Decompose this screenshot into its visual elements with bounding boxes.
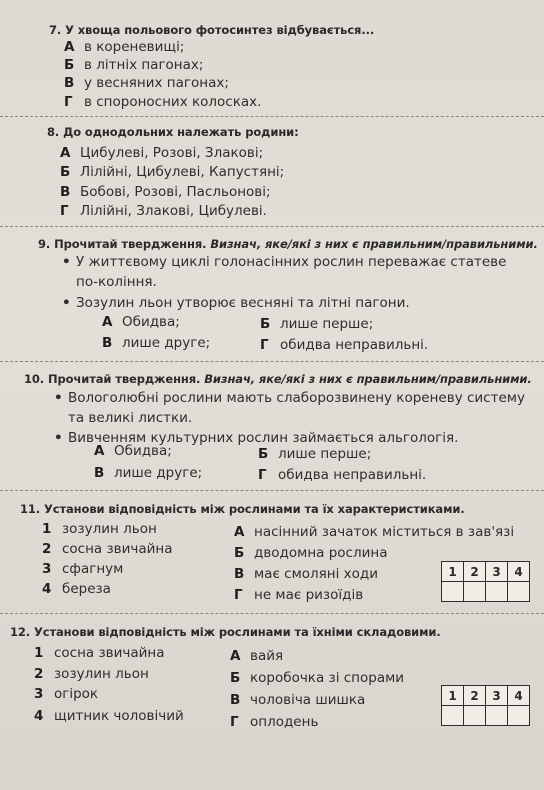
plant-4: 4 щитник чоловічий — [34, 708, 184, 724]
question-title: 9. Прочитай твердження. Визнач, яке/які з них є правильним/правильними. — [38, 237, 538, 251]
grid-header-3: 3 — [486, 686, 508, 706]
part-a: А вайя — [230, 648, 284, 664]
trait-v: В має смоляні ходи — [234, 566, 378, 582]
grid-header-2: 2 — [464, 686, 486, 706]
divider — [0, 116, 544, 117]
answer-cell-4[interactable] — [508, 582, 530, 602]
statement-2: • Вивченням культурних рослин займається альгологія. — [68, 428, 528, 448]
option-a: А Обидва; — [94, 443, 172, 459]
question-title: 12. Установи відповідність між рослинами та їхніми складовими. — [10, 625, 441, 639]
part-v: В чоловіча шишка — [230, 692, 366, 708]
grid-header-4: 4 — [508, 686, 530, 706]
answer-grid — [441, 685, 530, 726]
option-v: В лише друге; — [94, 465, 203, 481]
answer-cell-1[interactable] — [442, 582, 464, 602]
divider — [0, 226, 544, 227]
option-g: Г в спороносних колосках. — [64, 94, 262, 110]
trait-a: А насінний зачаток міститься в зав'язі — [234, 524, 515, 540]
option-g: Г Лілійні, Злакові, Цибулеві. — [60, 203, 267, 219]
plant-2: 2 зозулин льон — [34, 666, 149, 682]
option-a: А в кореневищі; — [64, 39, 185, 55]
answer-cell-1[interactable] — [442, 706, 464, 726]
question-title: 7. У хвоща польового фотосинтез відбувається... — [49, 23, 375, 37]
option-b: Б в літніх пагонах; — [64, 57, 204, 73]
divider — [0, 361, 544, 362]
option-a: А Цибулеві, Розові, Злакові; — [60, 145, 264, 161]
plant-4: 4 береза — [42, 581, 111, 597]
plant-2: 2 сосна звичайна — [42, 541, 173, 557]
plant-1: 1 сосна звичайна — [34, 645, 165, 661]
trait-g: Г не має ризоїдів — [234, 587, 364, 603]
divider — [0, 613, 544, 614]
plant-3: 3 огірок — [34, 686, 99, 702]
grid-header-4: 4 — [508, 562, 530, 582]
plant-1: 1 зозулин льон — [42, 521, 157, 537]
answer-cell-2[interactable] — [464, 706, 486, 726]
question-title: 8. До однодольних належать родини: — [47, 125, 299, 139]
answer-cell-2[interactable] — [464, 582, 486, 602]
answer-grid — [441, 561, 530, 602]
grid-header-1: 1 — [442, 686, 464, 706]
question-title: 11. Установи відповідність між рослинами та їх характеристиками. — [20, 502, 465, 516]
option-b: Б лише перше; — [258, 446, 372, 462]
statement-1: • У життєвому циклі голонасінних рослин переважає статеве по-коління. — [76, 252, 524, 292]
question-title: 10. Прочитай твердження. Визнач, яке/які з них є правильним/правильними. — [24, 372, 532, 386]
option-a: А Обидва; — [102, 314, 180, 330]
grid-header-3: 3 — [486, 562, 508, 582]
plant-3: 3 сфагнум — [42, 561, 124, 577]
option-v: В Бобові, Розові, Пасльонові; — [60, 184, 271, 200]
trait-b: Б дводомна рослина — [234, 545, 388, 561]
divider — [0, 490, 544, 491]
option-g: Г обидва неправильні. — [260, 337, 429, 353]
option-v: В лише друге; — [102, 335, 211, 351]
statement-1: • Вологолюбні рослини мають слаборозвинену кореневу систему та великі листки. — [68, 388, 528, 428]
option-g: Г обидва неправильні. — [258, 467, 427, 483]
option-b: Б Лілійні, Цибулеві, Капустяні; — [60, 164, 285, 180]
answer-cell-4[interactable] — [508, 706, 530, 726]
option-v: В у весняних пагонах; — [64, 75, 229, 91]
answer-cell-3[interactable] — [486, 706, 508, 726]
part-g: Г оплодень — [230, 714, 319, 730]
statement-2: • Зозулин льон утворює весняні та літні пагони. — [76, 293, 524, 313]
answer-cell-3[interactable] — [486, 582, 508, 602]
grid-header-1: 1 — [442, 562, 464, 582]
part-b: Б коробочка зі спорами — [230, 670, 405, 686]
option-b: Б лише перше; — [260, 316, 374, 332]
grid-header-2: 2 — [464, 562, 486, 582]
